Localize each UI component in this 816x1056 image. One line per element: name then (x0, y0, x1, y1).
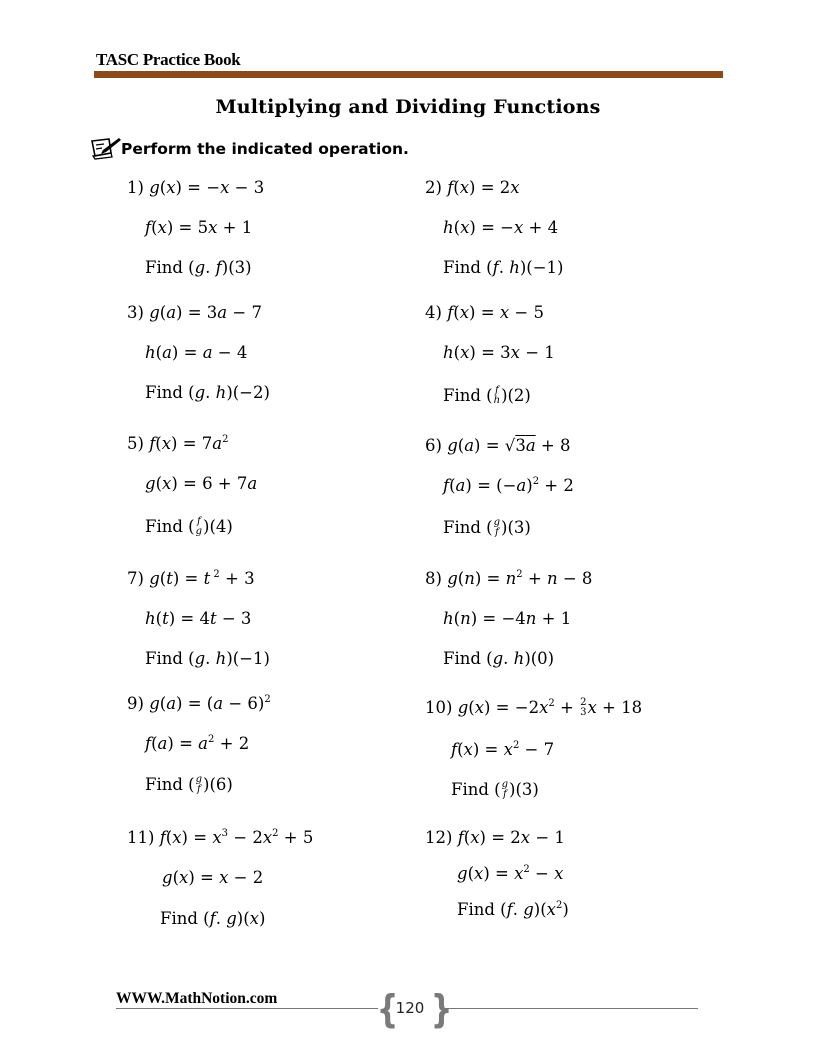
problem-9-function-2: $f(a) = a^2 + 2$ (145, 734, 250, 753)
problem-10-task: Find ( g f )(3) (451, 778, 539, 800)
problem-10-function-1: 10) $g(x) = -2x^2$ + 2 3 x + 18 (425, 696, 643, 718)
problem-number: 9) (127, 694, 144, 713)
problem-7-function-1: 7) g(t) = t $^2$ + 3 (127, 569, 255, 588)
problem-3-task: Find (g. h)(−2) (145, 383, 270, 402)
problem-6-task: Find ( g f )(3) (443, 516, 531, 538)
problem-number: 5) (127, 434, 144, 453)
page-number-bracket-right: } (430, 987, 453, 1031)
problem-6-function-1: 6) g(a) = √3a + 8 (425, 436, 571, 455)
instruction-text: Perform the indicated operation. (121, 140, 409, 158)
problem-10-function-2: $f(x) = x^2 - 7$ (451, 740, 555, 759)
problem-1-task: Find (g. f)(3) (145, 258, 252, 277)
problem-3-function-2: h(a) = a − 4 (145, 343, 248, 362)
problem-11-function-1: 11) $f(x) = x^3 - 2x^2 + 5$ (127, 828, 314, 847)
problem-6-function-2: $f(a) = (-a)^2 + 2$ (443, 476, 574, 495)
page-number: 120 (395, 999, 425, 1017)
book-title: TASC Practice Book (96, 50, 241, 69)
problem-number: 2) (425, 178, 442, 197)
problem-number: 7) (127, 569, 144, 588)
problem-number: 3) (127, 303, 144, 322)
problem-8-task: Find (g. h)(0) (443, 649, 555, 668)
problem-4-task: Find ( f h )(2) (443, 384, 531, 406)
problem-number: 12) (425, 828, 453, 847)
problem-5-task: Find ( f g )(4) (145, 515, 233, 537)
problem-2-function-1: 2) f(x) = 2x (425, 178, 520, 197)
problem-8-function-2: h(n) = −4n + 1 (443, 609, 572, 628)
problem-11-task: Find (f. g)(x) (160, 909, 266, 928)
problem-2-task: Find (f. h)(−1) (443, 258, 564, 277)
problem-2-function-2: h(x) = −x + 4 (443, 218, 559, 237)
problem-number: 10) (425, 698, 453, 717)
problem-12-function-2: $g(x) = x^2 - x$ (457, 864, 564, 883)
problem-1-function-1: 1) g(x) = −x − 3 (127, 178, 265, 197)
footer-rule-left (116, 1008, 378, 1009)
problem-number: 8) (425, 569, 442, 588)
problem-7-task: Find (g. h)(−1) (145, 649, 270, 668)
problem-5-function-2: g(x) = 6 + 7a (145, 474, 258, 493)
problem-number: 11) (127, 828, 155, 847)
problem-4-function-2: h(x) = 3x − 1 (443, 343, 555, 362)
problem-5-function-1: 5) $f(x) = 7a^2$ (127, 434, 229, 453)
problem-8-function-1: 8) $g(n) = n^2 + n - 8$ (425, 569, 593, 588)
problem-number: 6) (425, 436, 442, 455)
footer-website: WWW.MathNotion.com (116, 990, 278, 1007)
header-rule (94, 71, 723, 78)
pencil-writing-icon (89, 135, 123, 161)
footer-rule-right (440, 1008, 698, 1009)
problem-4-function-1: 4) f(x) = x − 5 (425, 303, 544, 322)
problem-12-task: Find (f. $g)(x^2)$ (457, 900, 569, 919)
page-number-bracket-left: { (376, 987, 399, 1031)
problem-11-function-2: g(x) = x − 2 (162, 868, 264, 887)
problem-3-function-1: 3) g(a) = 3a − 7 (127, 303, 262, 322)
problem-number: 1) (127, 178, 144, 197)
problem-7-function-2: h(t) = 4t − 3 (145, 609, 252, 628)
problem-9-function-1: 9) $g(a) = (a - 6)^2$ (127, 694, 271, 713)
problem-9-task: Find ( g f )(6) (145, 773, 233, 795)
problem-1-function-2: f(x) = 5x + 1 (145, 218, 253, 237)
problem-number: 4) (425, 303, 442, 322)
page-title: Multiplying and Dividing Functions (215, 96, 601, 118)
problem-12-function-1: 12) f(x) = 2x − 1 (425, 828, 565, 847)
